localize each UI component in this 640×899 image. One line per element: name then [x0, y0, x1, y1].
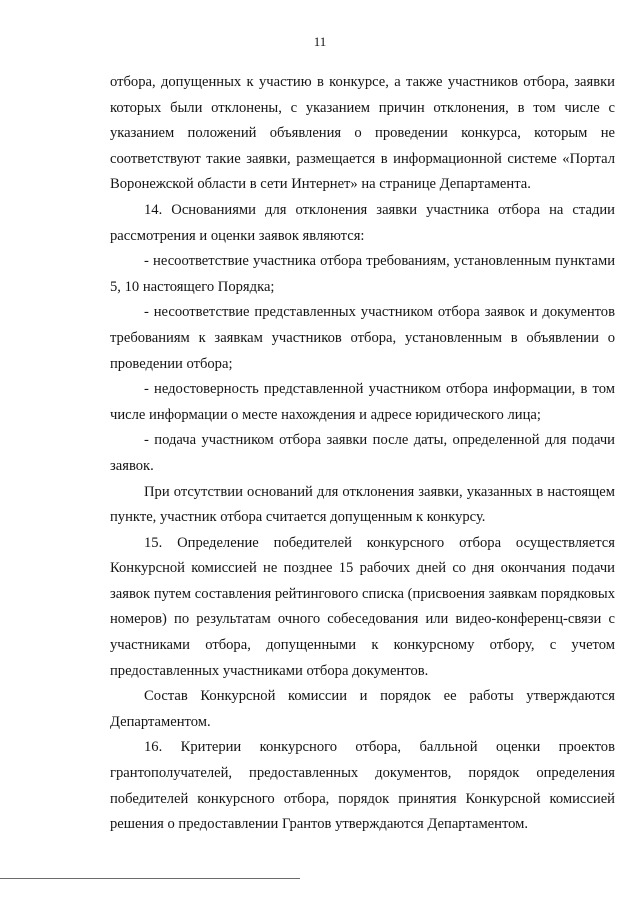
paragraph-clause-14: 14. Основаниями для отклонения заявки участника отбора на стадии рассмотрения и оценки заявок являются:	[110, 201, 615, 244]
list-item-requirements: - несоответствие участника отбора требованиям, установленным пунктами 5, 10 настоящего Порядка;	[110, 253, 615, 295]
paragraph-clause-16: 16. Критерии конкурсного отбора, балльной оценки проектов грантополучателей, предоставленных документов, порядок определения победителей конкурсного отбора, порядок принятия Конкурсной комиссией решения о предоставлении Грантов утверждаются Департаментом.	[110, 739, 615, 833]
paragraph-admission: При отсутствии оснований для отклонения заявки, указанных в настоящем пункте, участник отбора считается допущенным к конкурсу.	[110, 483, 615, 526]
footer-divider	[0, 878, 300, 879]
paragraph-clause-15: 15. Определение победителей конкурсного отбора осуществляется Конкурсной комиссией не позднее 15 рабочих дней со дня окончания подачи заявок путем составления рейтингового списка (присвоения заявкам порядковых номеров) по результатам очного собеседования или видео-конференц-связи с участниками отбора, допущенными к конкурсному отбору, с учетом предоставленных участниками отбора документов.	[110, 534, 615, 679]
list-item-documents: - несоответствие представленных участником отбора заявок и документов требованиям к заявкам участников отбора, установленным в объявлении о проведении отбора;	[110, 304, 615, 372]
page-number: 11	[313, 34, 327, 49]
list-item-deadline: - подача участником отбора заявки после даты, определенной для подачи заявок.	[110, 432, 615, 474]
list-item-reliability: - недостоверность представленной участником отбора информации, в том числе информации о месте нахождения и адресе юридического лица;	[110, 381, 615, 423]
paragraph-continuation: отбора, допущенных к участию в конкурсе, а также участников отбора, заявки которых были отклонены, с указанием причин отклонения, в том числе с указанием положений объявления о проведении конкурса, которым не соответствуют такие заявки, размещается в информационной системе «Портал Воронежской области в сети Интернет» на странице Департамента.	[110, 74, 615, 193]
paragraph-commission: Состав Конкурсной комиссии и порядок ее работы утверждаются Департаментом.	[110, 688, 615, 730]
document-body	[110, 70, 615, 838]
